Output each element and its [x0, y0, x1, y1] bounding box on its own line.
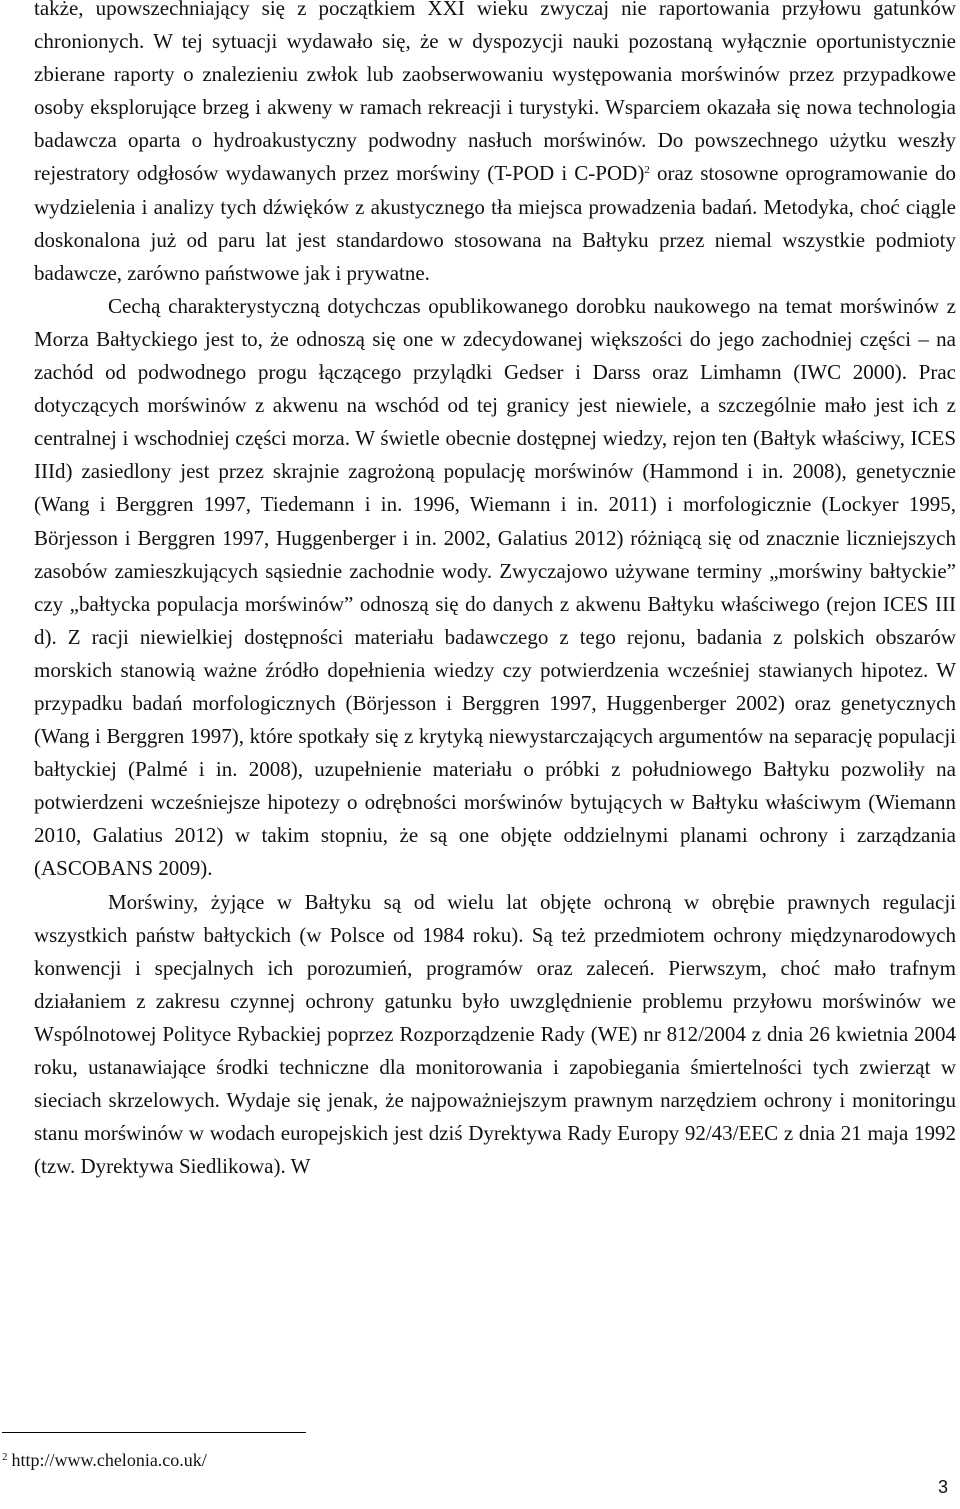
footnote	[2, 1450, 207, 1471]
paragraph-1	[34, 0, 956, 290]
page-number: 3	[938, 1477, 949, 1497]
paragraph-1-text-a: także, upowszechniający się z początkiem XXI wieku zwyczaj nie raportowania przyłowu gatunków chronionych. W tej sytuacji wydawało się, że w dyspozycji nauki pozostaną wyłącznie oportunistycznie zbierane raporty o znalezieniu zwłok lub zaobserwowaniu występowania morświnów przez przypadkowe osoby eksplorujące brzeg i akweny w ramach rekreacji i turystyki. Wsparciem okazała się nowa technologia badawcza oparta o hydroakustyczny podwodny nasłuch morświnów. Do powszechnego użytku weszły rejestratory odgłosów wydawanych przez morświny (T-POD i C-POD)	[34, 0, 956, 186]
footnote-separator	[2, 1432, 306, 1433]
paragraph-1-text-b: oraz stosowne oprogramowanie do wydzielenia i analizy tych dźwięków z akustycznego tła miejsca prowadzenia badań. Metodyka, choć ciągle doskonalona już od paru lat jest standardowo stosowana na Bałtyku przez niemal wszystkie podmioty badawcze, zarówno państwowe jak i prywatne.	[34, 161, 956, 285]
footnote-text: http://www.chelonia.co.uk/	[11, 1450, 207, 1470]
paragraph-3: Morświny, żyjące w Bałtyku są od wielu lat objęte ochroną w obrębie prawnych regulacji wszystkich państw bałtyckich (w Polsce od 1984 roku). Są też przedmiotem ochrony międzynarodowych konwencji i specjalnych ich porozumień, programów oraz zaleceń. Pierwszym, choć mało trafnym działaniem z zakresu czynnej ochrony gatunku było uwzględnienie problemu przyłowu morświnów we Wspólnotowej Polityce Rybackiej poprzez Rozporządzenie Rady (WE) nr 812/2004 z dnia 26 kwietnia 2004 roku, ustanawiające środki techniczne dla monitorowania i zapobiegania śmiertelności tych zwierząt w sieciach skrzelowych. Wydaje się jenak, że najpoważniejszym prawnym narzędziem ochrony i monitoringu stanu morświnów w wodach europejskich jest dziś Dyrektywa Rady Europy 92/43/EEC z dnia 21 maja 1992 (tzw. Dyrektywa Siedlikowa). W	[34, 889, 956, 1179]
paragraph-2: Cechą charakterystyczną dotychczas opublikowanego dorobku naukowego na temat morświnów z Morza Bałtyckiego jest to, że odnoszą się one w zdecydowanej większości do jego zachodniej części – na zachód od podwodnego progu łączącego przylądki Gedser i Darss oraz Limhamn (IWC 2000). Prac dotyczących morświnów z akwenu na wschód od tej granicy jest niewiele, a szczególnie mało jest ich z centralnej i wschodniej części morza. W świetle obecnie dostępnej wiedzy, rejon ten (Bałtyk właściwy, ICES IIId) zasiedlony jest przez skrajnie zagrożoną populację morświnów (Hammond i in. 2008), genetycznie (Wang i Berggren 1997, Tiedemann i in. 1996, Wiemann i in. 2011) i morfologicznie (Lockyer 1995, Börjesson i Berggren 1997, Huggenberger i in. 2002, Galatius 2012) różniącą się od znacznie liczniejszych zasobów zamieszkujących sąsiednie zachodnie wody. Zwyczajowo używane terminy „morświny bałtyckie” czy „bałtycka populacja morświnów” odnoszą się do danych z akwenu Bałtyku właściwego (rejon ICES III d). Z racji niewielkiej dostępności materiału badawczego z tego rejonu, badania z polskich obszarów morskich stanowią ważne źródło dopełnienia wiedzy czy potwierdzenia wcześniej stawianych hipotez. W przypadku badań morfologicznych (Börjesson i Berggren 1997, Huggenberger 2002) oraz genetycznych (Wang i Berggren 1997), które spotkały się z krytyką niewystarczających argumentów na separację populacji bałtyckiej (Palmé i in. 2008), uzupełnienie materiału o próbki z południowego Bałtyku pozwoliły na potwierdzeni wcześniejsze hipotezy o odrębności morświnów bytujących w Bałtyku właściwym (Wiemann 2010, Galatius 2012) w takim stopniu, że są one objęte oddzielnymi planami ochrony i zarządzania (ASCOBANS 2009).	[34, 293, 956, 881]
footnote-number: 2	[2, 1451, 8, 1463]
body-text	[34, 0, 956, 1183]
footnote-reference: 2	[644, 164, 650, 177]
